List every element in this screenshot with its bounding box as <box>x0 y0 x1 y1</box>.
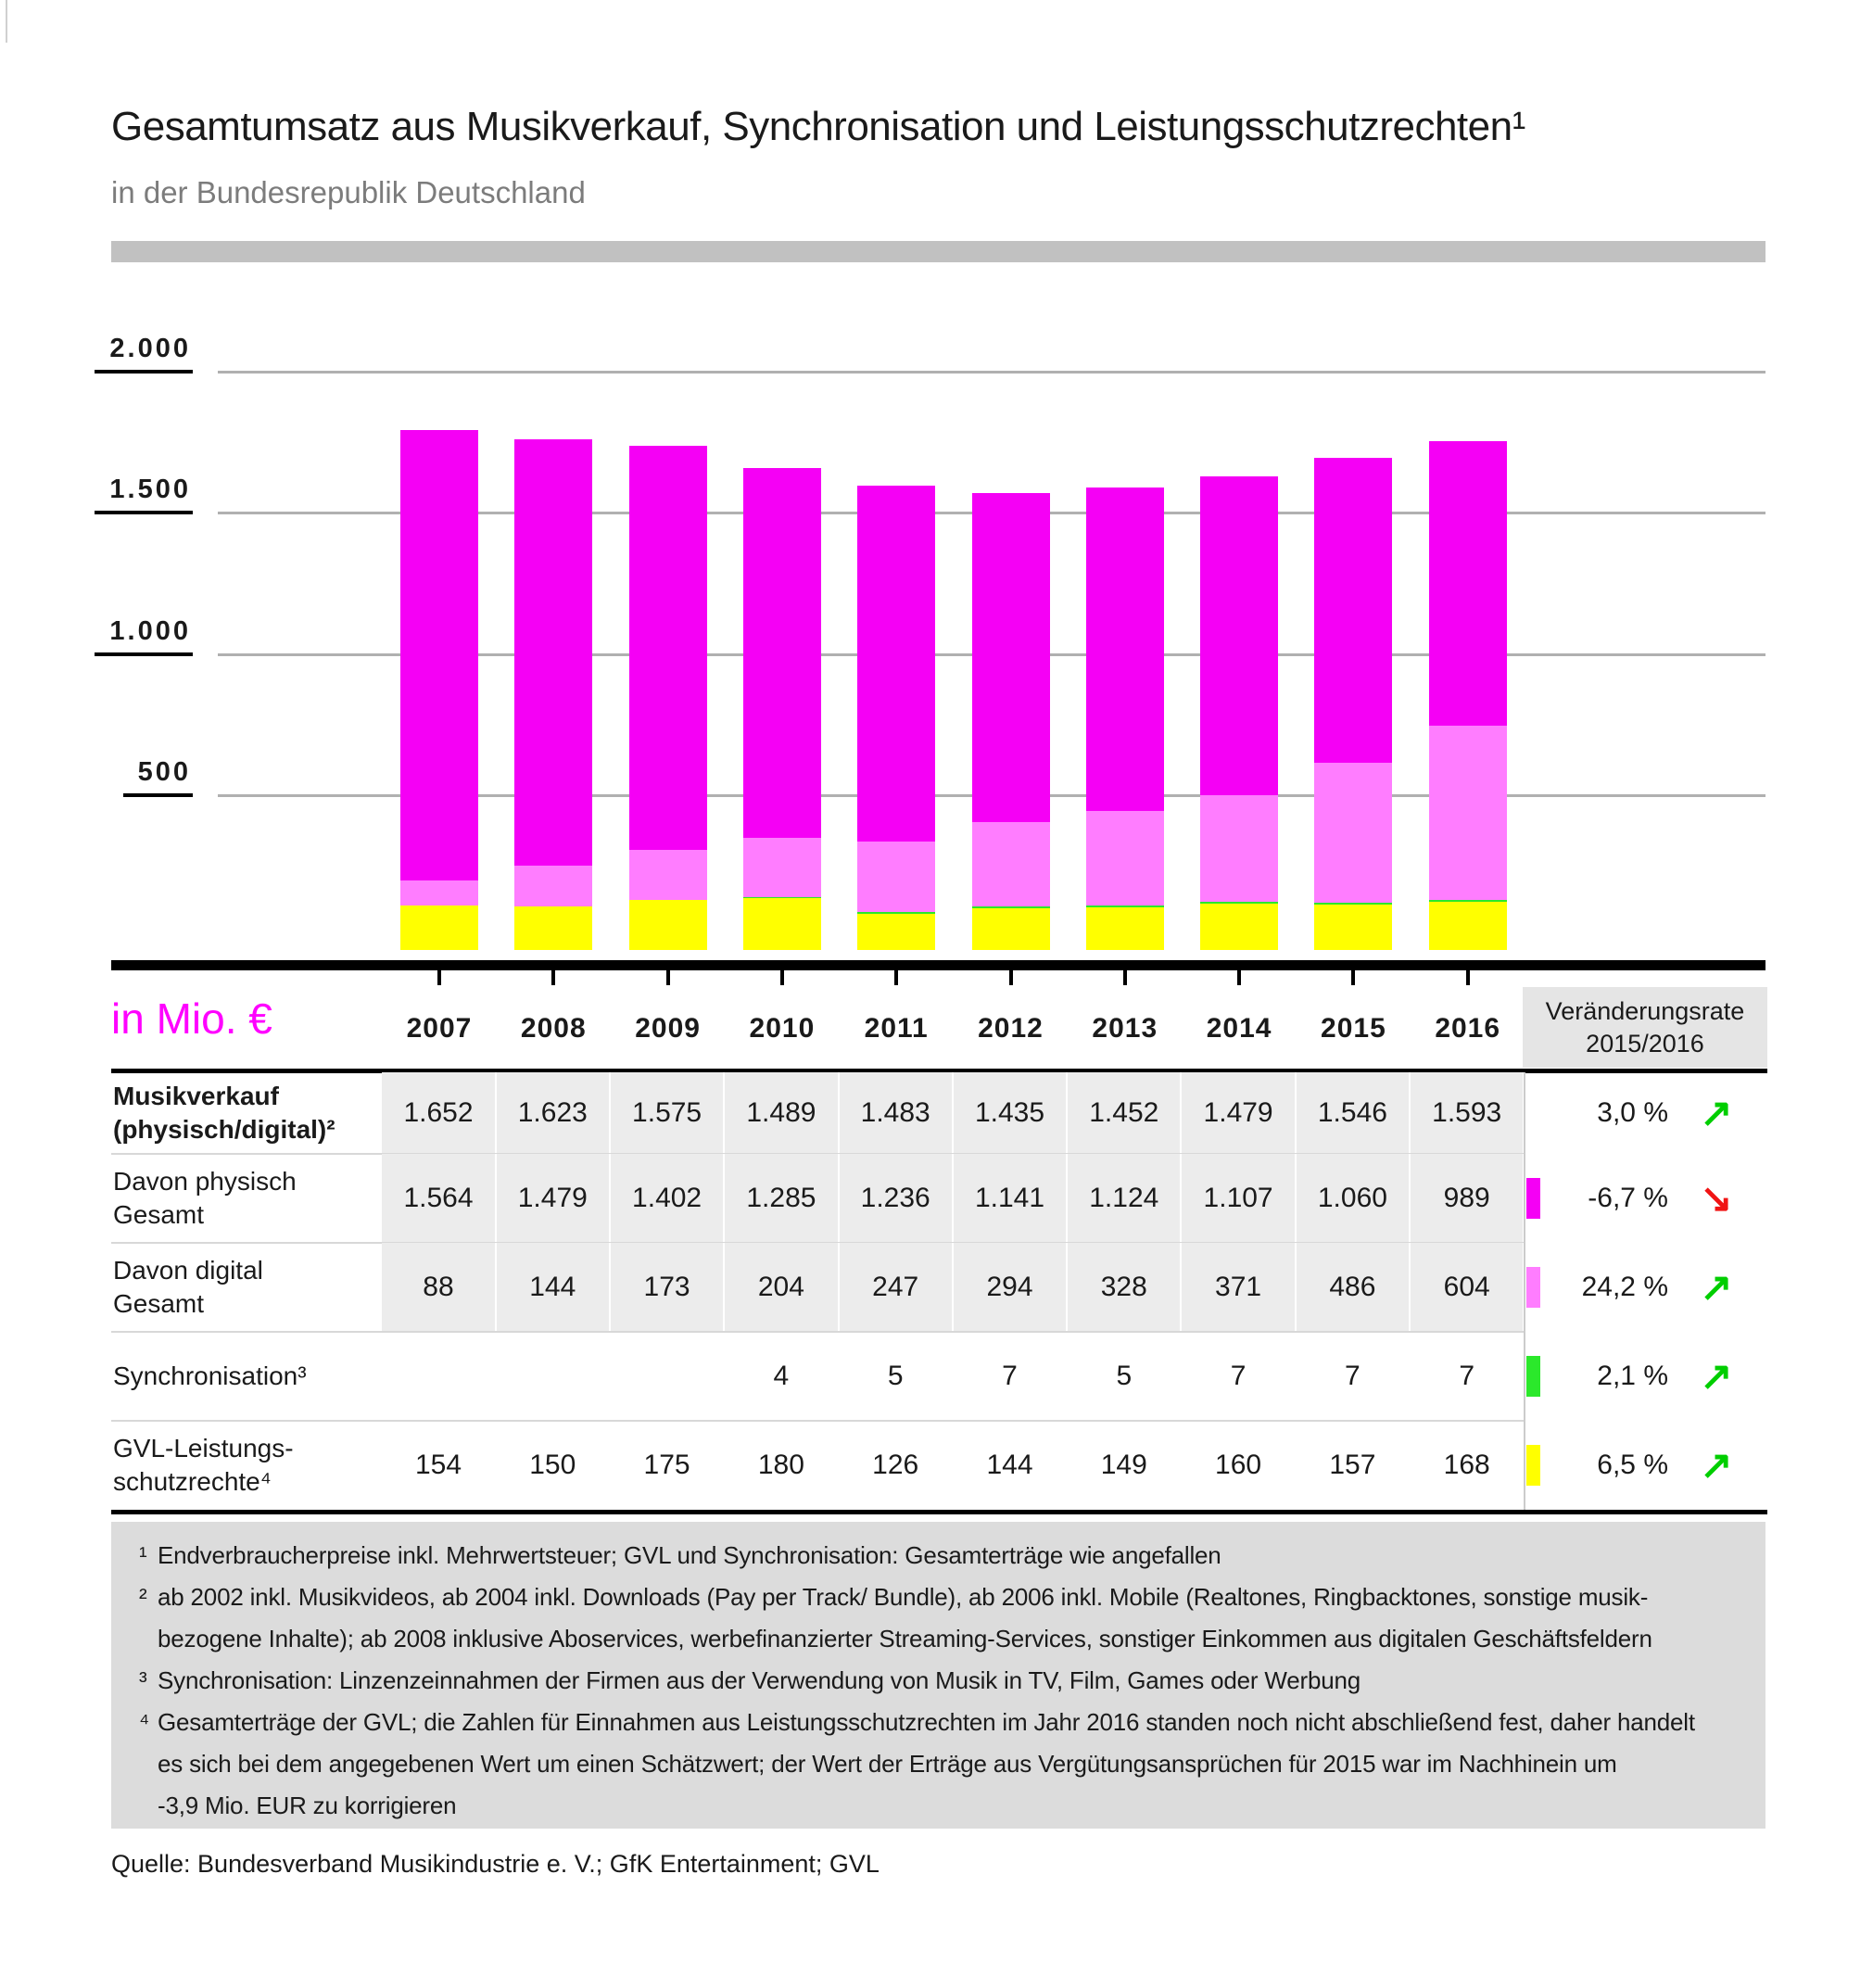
rate-value: 6,5 % <box>1597 1450 1668 1480</box>
table-cell: 180 <box>757 1450 804 1480</box>
table-cell: 1.141 <box>954 1154 1068 1243</box>
table-cell: 1.452 <box>1068 1072 1182 1154</box>
trend-arrow-up-icon: ↗ <box>1700 1443 1733 1487</box>
footnote-marker: ¹ <box>139 1541 147 1569</box>
bar-segment-gvl-leistungsschutzrechte <box>972 908 1050 950</box>
bar-segment-davon-physisch-gesamt <box>743 468 821 838</box>
table-cell: 1.483 <box>840 1072 954 1154</box>
table-cell: 1.435 <box>954 1072 1068 1154</box>
chart-title: Gesamtumsatz aus Musikverkauf, Synchronisation und Leistungsschutzrechten¹ <box>111 104 1525 149</box>
footnote-line: ² ab 2002 inkl. Musikvideos, ab 2004 inkl. Downloads (Pay per Track/ Bundle), ab 2006 inkl. Mobile (Realtones, Ringbacktones, sonstige musik- <box>137 1576 1765 1618</box>
bar-segment-davon-digital-gesamt <box>1314 763 1392 903</box>
bar-2012 <box>972 493 1050 950</box>
x-axis-tick <box>437 970 441 985</box>
bar-2016 <box>1429 441 1507 950</box>
table-cell: 1.489 <box>725 1072 839 1154</box>
table-cell: 7 <box>1230 1361 1247 1391</box>
table-cell: 989 <box>1411 1154 1525 1243</box>
bar-segment-davon-physisch-gesamt <box>857 486 935 842</box>
table-cell: 5 <box>1116 1361 1133 1391</box>
page-edge-line <box>6 0 7 43</box>
bar-segment-gvl-leistungsschutzrechte <box>1429 902 1507 950</box>
bar-segment-gvl-leistungsschutzrechte <box>629 900 707 950</box>
x-axis-label-2010: 2010 <box>749 1013 816 1044</box>
row-label-line: schutzrechte⁴ <box>113 1467 272 1496</box>
rate-value: 2,1 % <box>1597 1361 1668 1391</box>
table-cell: 4 <box>773 1361 790 1391</box>
table-cell: 144 <box>497 1243 611 1332</box>
table-cell: 1.107 <box>1182 1154 1296 1243</box>
bar-2007 <box>400 430 478 950</box>
x-axis-tick <box>894 970 898 985</box>
row-label-line: Davon digital <box>113 1256 263 1285</box>
footnote-marker: ² <box>139 1583 147 1611</box>
x-axis-label-2009: 2009 <box>635 1013 701 1044</box>
bar-2013 <box>1086 488 1164 950</box>
footnote-line: bezogene Inhalte); ab 2008 inklusive Aboservices, werbefinanzierter Streaming-Services, sonstiger Einkommen aus digitalen Geschäftsfeldern <box>158 1625 1652 1652</box>
table-cell: 247 <box>840 1243 954 1332</box>
bar-2014 <box>1200 476 1278 950</box>
x-axis-tick <box>1466 970 1470 985</box>
bar-segment-davon-physisch-gesamt <box>972 493 1050 821</box>
x-axis-tick <box>666 970 670 985</box>
x-axis-label-2016: 2016 <box>1435 1013 1501 1044</box>
x-axis-label-2014: 2014 <box>1206 1013 1272 1044</box>
x-axis-line <box>111 960 1765 970</box>
rate-header-line1: Veränderungsrate <box>1545 996 1745 1025</box>
table-cell: 486 <box>1297 1243 1411 1332</box>
trend-arrow-up-icon: ↗ <box>1700 1091 1733 1134</box>
table-cell <box>497 1332 609 1421</box>
bar-segment-davon-digital-gesamt <box>1200 795 1278 902</box>
table-cell: 204 <box>725 1243 839 1332</box>
row-label <box>113 1243 410 1332</box>
bar-segment-davon-digital-gesamt <box>743 838 821 896</box>
table-cell: 160 <box>1215 1450 1262 1480</box>
x-axis-tick <box>1123 970 1127 985</box>
source-line: Quelle: Bundesverband Musikindustrie e. V.; GfK Entertainment; GVL <box>111 1850 880 1878</box>
x-axis-label-2013: 2013 <box>1092 1013 1158 1044</box>
trend-arrow-up-icon: ↗ <box>1700 1265 1733 1309</box>
y-axis-tick <box>0 757 193 797</box>
x-axis-tick <box>1351 970 1355 985</box>
y-axis-tick <box>0 616 193 656</box>
footnote-line: ³ Synchronisation: Linzenzeinnahmen der Firmen aus der Verwendung von Musik in TV, Film, Games oder Werbung <box>137 1660 1765 1702</box>
table-cell <box>611 1332 723 1421</box>
table-cell: 371 <box>1182 1243 1296 1332</box>
table-cell: 157 <box>1329 1450 1376 1480</box>
table-cell: 1.402 <box>611 1154 725 1243</box>
bar-2011 <box>857 486 935 950</box>
table-cell: 126 <box>872 1450 919 1480</box>
footnote-marker: ³ <box>139 1666 147 1694</box>
bar-2010 <box>743 468 821 950</box>
y-axis-tick-label: 1.500 <box>95 475 193 514</box>
x-axis-tick <box>1009 970 1013 985</box>
table-cell: 168 <box>1443 1450 1490 1480</box>
rate-header-line2: 2015/2016 <box>1586 1029 1704 1057</box>
table-cell: 604 <box>1411 1243 1525 1332</box>
bar-segment-davon-physisch-gesamt <box>1086 488 1164 811</box>
bar-segment-davon-physisch-gesamt <box>1314 458 1392 763</box>
bar-segment-davon-digital-gesamt <box>629 850 707 900</box>
footnote-marker: ⁴ <box>139 1708 149 1736</box>
table-cell: 88 <box>382 1243 496 1332</box>
table-cell: 328 <box>1068 1243 1182 1332</box>
footnote-line: es sich bei dem angegebenen Wert um einen Schätzwert; der Wert der Erträge aus Vergütungsansprüchen für 2015 war im Nachhinein um <box>158 1750 1617 1778</box>
table-cell: 7 <box>1002 1361 1018 1391</box>
table-cell: 175 <box>643 1450 690 1480</box>
row-label <box>113 1072 410 1154</box>
table-cell <box>382 1332 494 1421</box>
bar-segment-davon-physisch-gesamt <box>1429 441 1507 726</box>
bar-segment-gvl-leistungsschutzrechte <box>1200 904 1278 950</box>
rate-column-header <box>1523 987 1767 1068</box>
bar-segment-davon-digital-gesamt <box>400 880 478 905</box>
y-axis-tick-label: 1.000 <box>95 616 193 656</box>
x-axis-label-2011: 2011 <box>864 1013 929 1044</box>
bar-segment-davon-digital-gesamt <box>1429 726 1507 900</box>
table-cell: 1.124 <box>1068 1154 1182 1243</box>
gridline <box>218 371 1765 374</box>
table-bottom-line <box>111 1510 1767 1514</box>
footnote-line: -3,9 Mio. EUR zu korrigieren <box>158 1792 457 1819</box>
table-cell: 1.564 <box>382 1154 496 1243</box>
table-cell: 149 <box>1100 1450 1147 1480</box>
bar-segment-davon-digital-gesamt <box>857 842 935 913</box>
table-cell: 1.546 <box>1297 1072 1411 1154</box>
table-cell: 154 <box>414 1450 462 1480</box>
x-axis-label-2012: 2012 <box>978 1013 1044 1044</box>
footnote-line: ⁴ Gesamterträge der GVL; die Zahlen für Einnahmen aus Leistungsschutzrechten im Jahr 2016 standen noch nicht abschließend fest, daher handelt <box>137 1702 1765 1743</box>
row-label-line: Davon physisch <box>113 1167 297 1196</box>
row-label-line: GVL-Leistungs- <box>113 1434 294 1463</box>
table-cell: 1.623 <box>497 1072 611 1154</box>
bar-segment-gvl-leistungsschutzrechte <box>400 905 478 950</box>
bar-segment-gvl-leistungsschutzrechte <box>857 914 935 950</box>
x-axis-label-2008: 2008 <box>520 1013 587 1044</box>
bar-segment-gvl-leistungsschutzrechte <box>1314 905 1392 950</box>
rate-value: -6,7 % <box>1588 1183 1668 1213</box>
y-axis-tick <box>0 334 193 374</box>
table-cell: 1.575 <box>611 1072 725 1154</box>
title-underline-bar <box>111 241 1765 262</box>
table-cell: 150 <box>529 1450 576 1480</box>
rate-value: 24,2 % <box>1581 1272 1668 1302</box>
y-axis-tick <box>0 475 193 514</box>
table-cell: 1.593 <box>1411 1072 1525 1154</box>
bar-2008 <box>514 439 592 950</box>
row-label-line: Musikverkauf <box>113 1082 279 1110</box>
trend-arrow-up-icon: ↗ <box>1700 1354 1733 1398</box>
bar-2009 <box>629 446 707 950</box>
trend-arrow-down-icon: ↘ <box>1700 1176 1733 1220</box>
row-label-line: Synchronisation³ <box>113 1361 307 1390</box>
row-label-line: Gesamt <box>113 1289 205 1318</box>
table-cell: 144 <box>986 1450 1033 1480</box>
x-axis-label-2007: 2007 <box>406 1013 473 1044</box>
bar-segment-davon-physisch-gesamt <box>400 430 478 880</box>
bar-segment-davon-digital-gesamt <box>972 822 1050 906</box>
table-cell: 7 <box>1459 1361 1475 1391</box>
table-cell: 1.285 <box>725 1154 839 1243</box>
y-axis-tick-label: 2.000 <box>95 334 193 374</box>
table-cell: 173 <box>611 1243 725 1332</box>
table-cell: 294 <box>954 1243 1068 1332</box>
y-axis-tick-label: 500 <box>123 757 193 797</box>
table-cell: 5 <box>887 1361 904 1391</box>
x-axis-tick <box>1237 970 1241 985</box>
row-label <box>113 1154 410 1243</box>
bar-segment-davon-physisch-gesamt <box>514 439 592 865</box>
bar-segment-gvl-leistungsschutzrechte <box>1086 907 1164 950</box>
footnote-line: ¹ Endverbraucherpreise inkl. Mehrwertsteuer; GVL und Synchronisation: Gesamterträge wie angefallen <box>137 1535 1765 1576</box>
table-cell: 1.236 <box>840 1154 954 1243</box>
unit-label: in Mio. € <box>111 994 272 1043</box>
row-label <box>113 1421 410 1510</box>
row-label-line: (physisch/digital)² <box>113 1115 335 1144</box>
table-cell: 1.060 <box>1297 1154 1411 1243</box>
bar-2015 <box>1314 458 1392 950</box>
table-cell: 1.652 <box>382 1072 496 1154</box>
bar-segment-gvl-leistungsschutzrechte <box>514 906 592 950</box>
bar-segment-davon-digital-gesamt <box>514 866 592 907</box>
rate-value: 3,0 % <box>1597 1097 1668 1128</box>
table-cell: 7 <box>1345 1361 1360 1391</box>
row-label <box>113 1332 410 1421</box>
table-cell: 1.479 <box>497 1154 611 1243</box>
rate-column-separator <box>1524 1072 1525 1510</box>
x-axis-label-2015: 2015 <box>1321 1013 1386 1044</box>
bar-segment-gvl-leistungsschutzrechte <box>743 898 821 950</box>
bar-segment-davon-digital-gesamt <box>1086 811 1164 905</box>
footnotes <box>111 1522 1765 1829</box>
bar-segment-davon-physisch-gesamt <box>1200 476 1278 795</box>
x-axis-tick <box>780 970 784 985</box>
x-axis-tick <box>551 970 555 985</box>
table-cell: 1.479 <box>1182 1072 1296 1154</box>
bar-segment-davon-physisch-gesamt <box>629 446 707 849</box>
chart-subtitle: in der Bundesrepublik Deutschland <box>111 175 586 209</box>
row-label-line: Gesamt <box>113 1200 205 1229</box>
